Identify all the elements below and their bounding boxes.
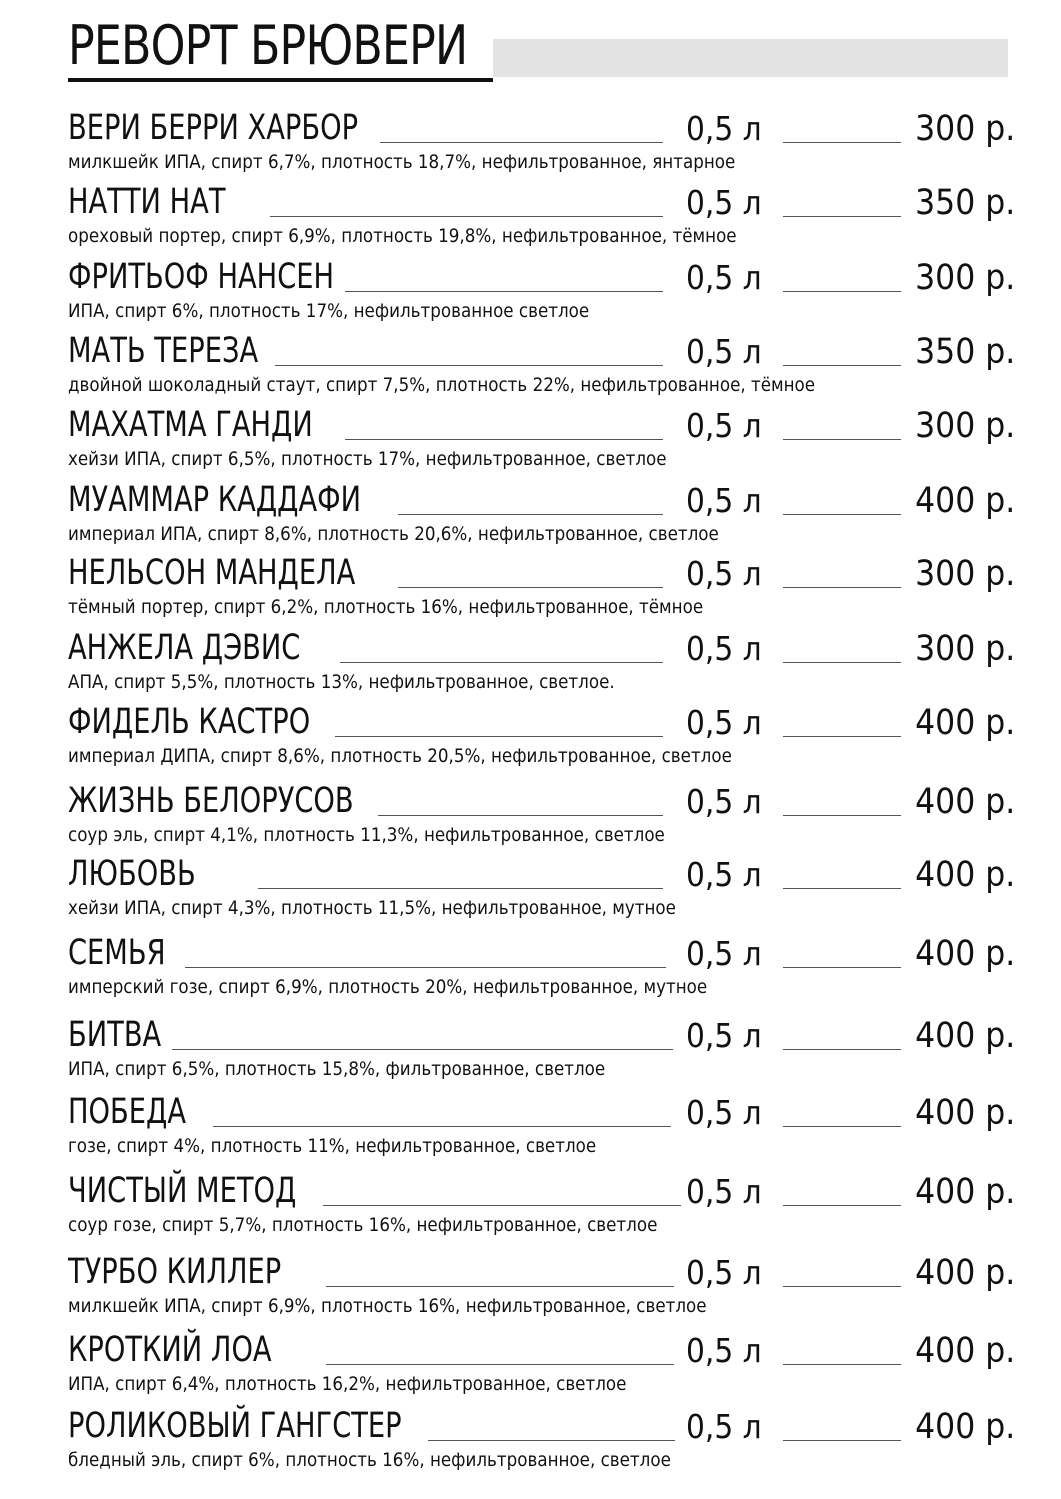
menu-item	[0, 1090, 1061, 1164]
beer-description: ИПА, спирт 6%, плотность 17%, нефильтрованное светлое	[68, 300, 590, 322]
beer-description: бледный эль, спирт 6%, плотность 16%, нефильтрованное, светлое	[68, 1449, 671, 1471]
leader-line	[783, 514, 901, 515]
leader-line	[783, 142, 901, 143]
leader-line	[323, 1205, 681, 1206]
beer-name: АНЖЕЛА ДЭВИС	[68, 628, 301, 668]
leader-line	[783, 216, 901, 217]
leader-line	[783, 1286, 901, 1287]
beer-description: милкшейк ИПА, спирт 6,9%, плотность 16%, нефильтрованное, светлое	[68, 1295, 707, 1317]
beer-volume: 0,5 л	[686, 629, 762, 668]
beer-description: хейзи ИПА, спирт 6,5%, плотность 17%, нефильтрованное, светлое	[68, 448, 667, 470]
beer-description: имперский гозе, спирт 6,9%, плотность 20%, нефильтрованное, мутное	[68, 976, 708, 998]
leader-line	[783, 1440, 901, 1441]
leader-line	[783, 365, 901, 366]
leader-line	[172, 1049, 673, 1050]
beer-volume: 0,5 л	[686, 703, 762, 742]
beer-description: двойной шоколадный стаут, спирт 7,5%, плотность 22%, нефильтрованное, тёмное	[68, 374, 816, 396]
menu-item	[0, 255, 1061, 329]
leader-line	[783, 1049, 901, 1050]
beer-volume: 0,5 л	[686, 855, 762, 894]
beer-price: 350 р.	[914, 183, 1015, 223]
leader-line	[380, 142, 663, 143]
beer-name: МУАММАР КАДДАФИ	[68, 480, 362, 520]
menu-item	[0, 779, 1061, 853]
beer-price: 400 р.	[914, 855, 1015, 895]
beer-description: ореховый портер, спирт 6,9%, плотность 19,8%, нефильтрованное, тёмное	[68, 225, 737, 247]
beer-volume: 0,5 л	[686, 183, 762, 222]
leader-line	[398, 514, 663, 515]
beer-price: 300 р.	[914, 109, 1015, 149]
beer-price: 400 р.	[914, 1253, 1015, 1293]
beer-name: НЕЛЬСОН МАНДЕЛА	[68, 553, 356, 593]
beer-description: милкшейк ИПА, спирт 6,7%, плотность 18,7%, нефильтрованное, янтарное	[68, 151, 736, 173]
menu-item	[0, 478, 1061, 552]
beer-description: ИПА, спирт 6,5%, плотность 15,8%, фильтрованное, светлое	[68, 1058, 606, 1080]
menu-item	[0, 1250, 1061, 1324]
leader-line	[335, 736, 663, 737]
leader-line	[783, 736, 901, 737]
beer-volume: 0,5 л	[686, 1093, 762, 1132]
beer-price: 300 р.	[914, 629, 1015, 669]
beer-volume: 0,5 л	[686, 1172, 762, 1211]
leader-line	[783, 1364, 901, 1365]
beer-price: 350 р.	[914, 332, 1015, 372]
beer-price: 300 р.	[914, 554, 1015, 594]
leader-line	[783, 888, 901, 889]
leader-line	[326, 1286, 674, 1287]
beer-volume: 0,5 л	[686, 1331, 762, 1370]
beer-volume: 0,5 л	[686, 1253, 762, 1292]
beer-name: ЛЮБОВЬ	[68, 854, 196, 894]
beer-price: 400 р.	[914, 703, 1015, 743]
leader-line	[783, 1126, 901, 1127]
menu-item	[0, 700, 1061, 774]
menu-item	[0, 403, 1061, 477]
beer-name: МАХАТМА ГАНДИ	[68, 405, 313, 445]
leader-line	[428, 1440, 675, 1441]
leader-line	[275, 365, 663, 366]
beer-name: МАТЬ ТЕРЕЗА	[68, 331, 259, 371]
beer-name: БИТВА	[68, 1015, 162, 1055]
menu-item	[0, 852, 1061, 926]
beer-volume: 0,5 л	[686, 1016, 762, 1055]
menu-item	[0, 931, 1061, 1005]
beer-description: соур гозе, спирт 5,7%, плотность 16%, нефильтрованное, светлое	[68, 1214, 658, 1236]
beer-price: 300 р.	[914, 258, 1015, 298]
beer-name: ЧИСТЫЙ МЕТОД	[68, 1171, 297, 1211]
beer-description: хейзи ИПА, спирт 4,3%, плотность 11,5%, нефильтрованное, мутное	[68, 897, 676, 919]
menu-item	[0, 1013, 1061, 1087]
beer-volume: 0,5 л	[686, 554, 762, 593]
menu-item	[0, 1404, 1061, 1478]
leader-line	[783, 662, 901, 663]
leader-line	[270, 216, 663, 217]
beer-volume: 0,5 л	[686, 332, 762, 371]
beer-price: 400 р.	[914, 481, 1015, 521]
beer-price: 400 р.	[914, 934, 1015, 974]
menu-item	[0, 551, 1061, 625]
leader-line	[783, 587, 901, 588]
menu-item	[0, 1169, 1061, 1243]
beer-price: 400 р.	[914, 1093, 1015, 1133]
beer-description: соур эль, спирт 4,1%, плотность 11,3%, нефильтрованное, светлое	[68, 824, 665, 846]
leader-line	[398, 587, 663, 588]
beer-volume: 0,5 л	[686, 934, 762, 973]
menu-item	[0, 626, 1061, 700]
menu-item	[0, 329, 1061, 403]
beer-description: империал ИПА, спирт 8,6%, плотность 20,6%, нефильтрованное, светлое	[68, 523, 719, 545]
menu-item	[0, 180, 1061, 254]
beer-price: 400 р.	[914, 1407, 1015, 1447]
leader-line	[783, 967, 901, 968]
beer-description: ИПА, спирт 6,4%, плотность 16,2%, нефильтрованное, светлое	[68, 1373, 627, 1395]
beer-description: тёмный портер, спирт 6,2%, плотность 16%, нефильтрованное, тёмное	[68, 596, 704, 618]
beer-volume: 0,5 л	[686, 1407, 762, 1446]
beer-name: КРОТКИЙ ЛОА	[68, 1330, 272, 1370]
beer-volume: 0,5 л	[686, 109, 762, 148]
leader-line	[783, 815, 901, 816]
beer-price: 400 р.	[914, 1172, 1015, 1212]
leader-line	[783, 439, 901, 440]
beer-price: 400 р.	[914, 1331, 1015, 1371]
leader-line	[213, 1126, 671, 1127]
beer-price: 400 р.	[914, 1016, 1015, 1056]
menu-item	[0, 106, 1061, 180]
beer-price: 300 р.	[914, 406, 1015, 446]
beer-description: империал ДИПА, спирт 8,6%, плотность 20,5%, нефильтрованное, светлое	[68, 745, 732, 767]
beer-name: СЕМЬЯ	[68, 933, 166, 973]
beer-name: ПОБЕДА	[68, 1092, 186, 1132]
brewery-title: РЕВОРТ БРЮВЕРИ	[68, 14, 468, 77]
leader-line	[783, 291, 901, 292]
leader-line	[378, 815, 663, 816]
beer-volume: 0,5 л	[686, 782, 762, 821]
beer-price: 400 р.	[914, 782, 1015, 822]
beer-name: РОЛИКОВЫЙ ГАНГСТЕР	[68, 1406, 402, 1446]
beer-volume: 0,5 л	[686, 481, 762, 520]
leader-line	[345, 291, 663, 292]
beer-description: гозе, спирт 4%, плотность 11%, нефильтрованное, светлое	[68, 1135, 597, 1157]
leader-line	[326, 1364, 674, 1365]
beer-volume: 0,5 л	[686, 258, 762, 297]
beer-name: ЖИЗНЬ БЕЛОРУСОВ	[68, 781, 354, 821]
beer-name: ТУРБО КИЛЛЕР	[68, 1252, 282, 1292]
menu-item	[0, 1328, 1061, 1402]
beer-name: ФРИТЬОФ НАНСЕН	[68, 257, 335, 297]
leader-line	[340, 662, 663, 663]
beer-name: ФИДЕЛЬ КАСТРО	[68, 702, 311, 742]
beer-name: ВЕРИ БЕРРИ ХАРБОР	[68, 108, 359, 148]
leader-line	[345, 439, 663, 440]
beer-volume: 0,5 л	[686, 406, 762, 445]
beer-name: НАТТИ НАТ	[68, 182, 226, 222]
beer-description: АПА, спирт 5,5%, плотность 13%, нефильтрованное, светлое.	[68, 671, 615, 693]
leader-line	[783, 1205, 901, 1206]
leader-line	[258, 888, 663, 889]
leader-line	[185, 967, 666, 968]
